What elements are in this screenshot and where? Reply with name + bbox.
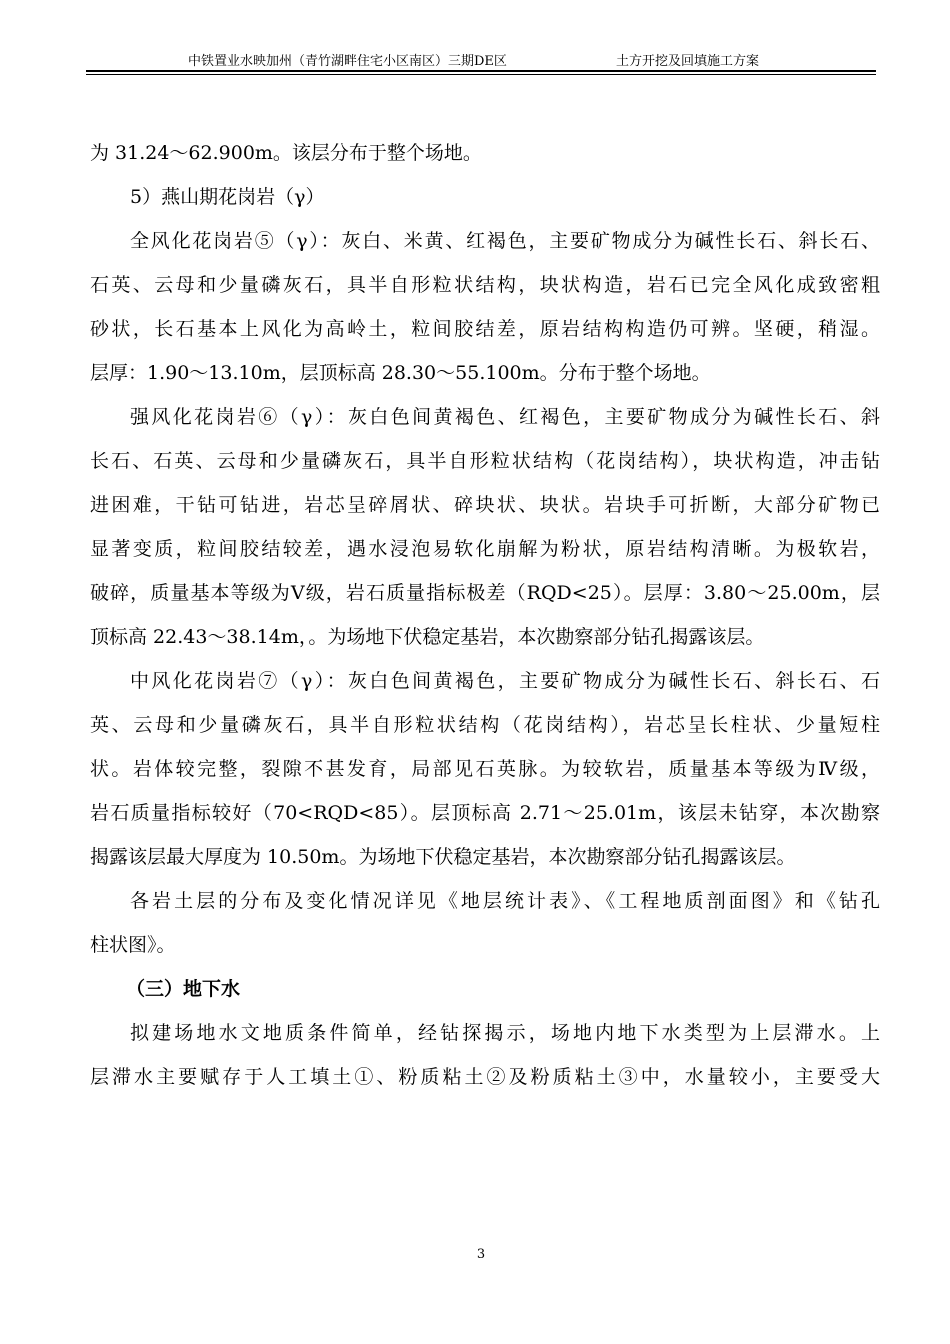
page-number: 3 xyxy=(476,1247,486,1262)
text-line: 强风化花岗岩⑥（γ）：灰白色间黄褐色、红褐色，主要矿物成分为碱性长石、斜 xyxy=(130,406,880,428)
text-line: 石英、云母和少量磷灰石，具半自形粒状结构，块状构造，岩石已完全风化成致密粗 xyxy=(90,274,880,296)
text-line: 层滞水主要赋存于人工填土①、粉质粘土②及粉质粘土③中，水量较小，主要受大 xyxy=(90,1066,880,1088)
paragraph xyxy=(90,131,880,175)
section-heading: （三）地下水 xyxy=(126,978,241,1000)
text-line: 英、云母和少量磷灰石，具半自形粒状结构（花岗结构），岩芯呈长柱状、少量短柱 xyxy=(90,714,880,736)
paragraph xyxy=(90,879,880,967)
text-line: 中风化花岗岩⑦（γ）：灰白色间黄褐色，主要矿物成分为碱性长石、斜长石、石 xyxy=(130,670,880,692)
text-line: 各岩土层的分布及变化情况详见《地层统计表》、《工程地质剖面图》和《钻孔 xyxy=(130,890,880,912)
paragraph xyxy=(90,395,880,659)
text-line: 砂状，长石基本上风化为高岭土，粒间胶结差，原岩结构构造仍可辨。坚硬，稍湿。 xyxy=(90,318,880,340)
text-line: 破碎，质量基本等级为Ⅴ级，岩石质量指标极差（RQD<25）。层厚：3.80～25.00m，层 xyxy=(90,582,880,604)
text-line: 柱状图》。 xyxy=(90,934,176,956)
text-line: 揭露该层最大厚度为 10.50m。为场地下伏稳定基岩，本次勘察部分钻孔揭露该层。 xyxy=(90,846,796,868)
text-line: 岩石质量指标较好（70<RQD<85）。层顶标高 2.71～25.01m，该层未钻穿，本次勘察 xyxy=(90,802,880,824)
page-header xyxy=(86,50,876,72)
paragraph xyxy=(90,659,880,879)
paragraph xyxy=(90,219,880,395)
text-line: 状。岩体较完整，裂隙不甚发育，局部见石英脉。为较软岩，质量基本等级为Ⅳ级， xyxy=(90,758,880,780)
header-project-title: 中铁置业水映加州（青竹湖畔住宅小区南区）三期DE区 xyxy=(188,54,507,69)
text-line: 为 31.24～62.900m。该层分布于整个场地。 xyxy=(90,142,482,164)
document-body xyxy=(90,131,880,1099)
header-document-title: 土方开挖及回填施工方案 xyxy=(616,54,760,69)
text-line: 全风化花岗岩⑤（γ）：灰白、米黄、红褐色，主要矿物成分为碱性长石、斜长石、 xyxy=(130,230,880,252)
text-line: 顶标高 22.43～38.14m，。为场地下伏稳定基岩，本次勘察部分钻孔揭露该层。 xyxy=(90,626,765,648)
subsection-title: 5）燕山期花岗岩（γ） xyxy=(130,186,325,208)
text-line: 进困难，干钻可钻进，岩芯呈碎屑状、碎块状、块状。岩块手可折断，大部分矿物已 xyxy=(90,494,880,516)
paragraph xyxy=(90,175,880,219)
paragraph xyxy=(90,1011,880,1099)
text-line: 层厚：1.90～13.10m，层顶标高 28.30～55.100m。分布于整个场地。 xyxy=(90,362,711,384)
header-rule-thin xyxy=(86,74,876,75)
text-line: 显著变质，粒间胶结较差，遇水浸泡易软化崩解为粉状，原岩结构清晰。为极软岩， xyxy=(90,538,880,560)
text-line: 拟建场地水文地质条件简单，经钻探揭示，场地内地下水类型为上层滞水。上 xyxy=(130,1022,880,1044)
text-line: 长石、石英、云母和少量磷灰石，具半自形粒状结构（花岗结构），块状构造，冲击钻 xyxy=(90,450,880,472)
header-rule xyxy=(86,70,876,72)
